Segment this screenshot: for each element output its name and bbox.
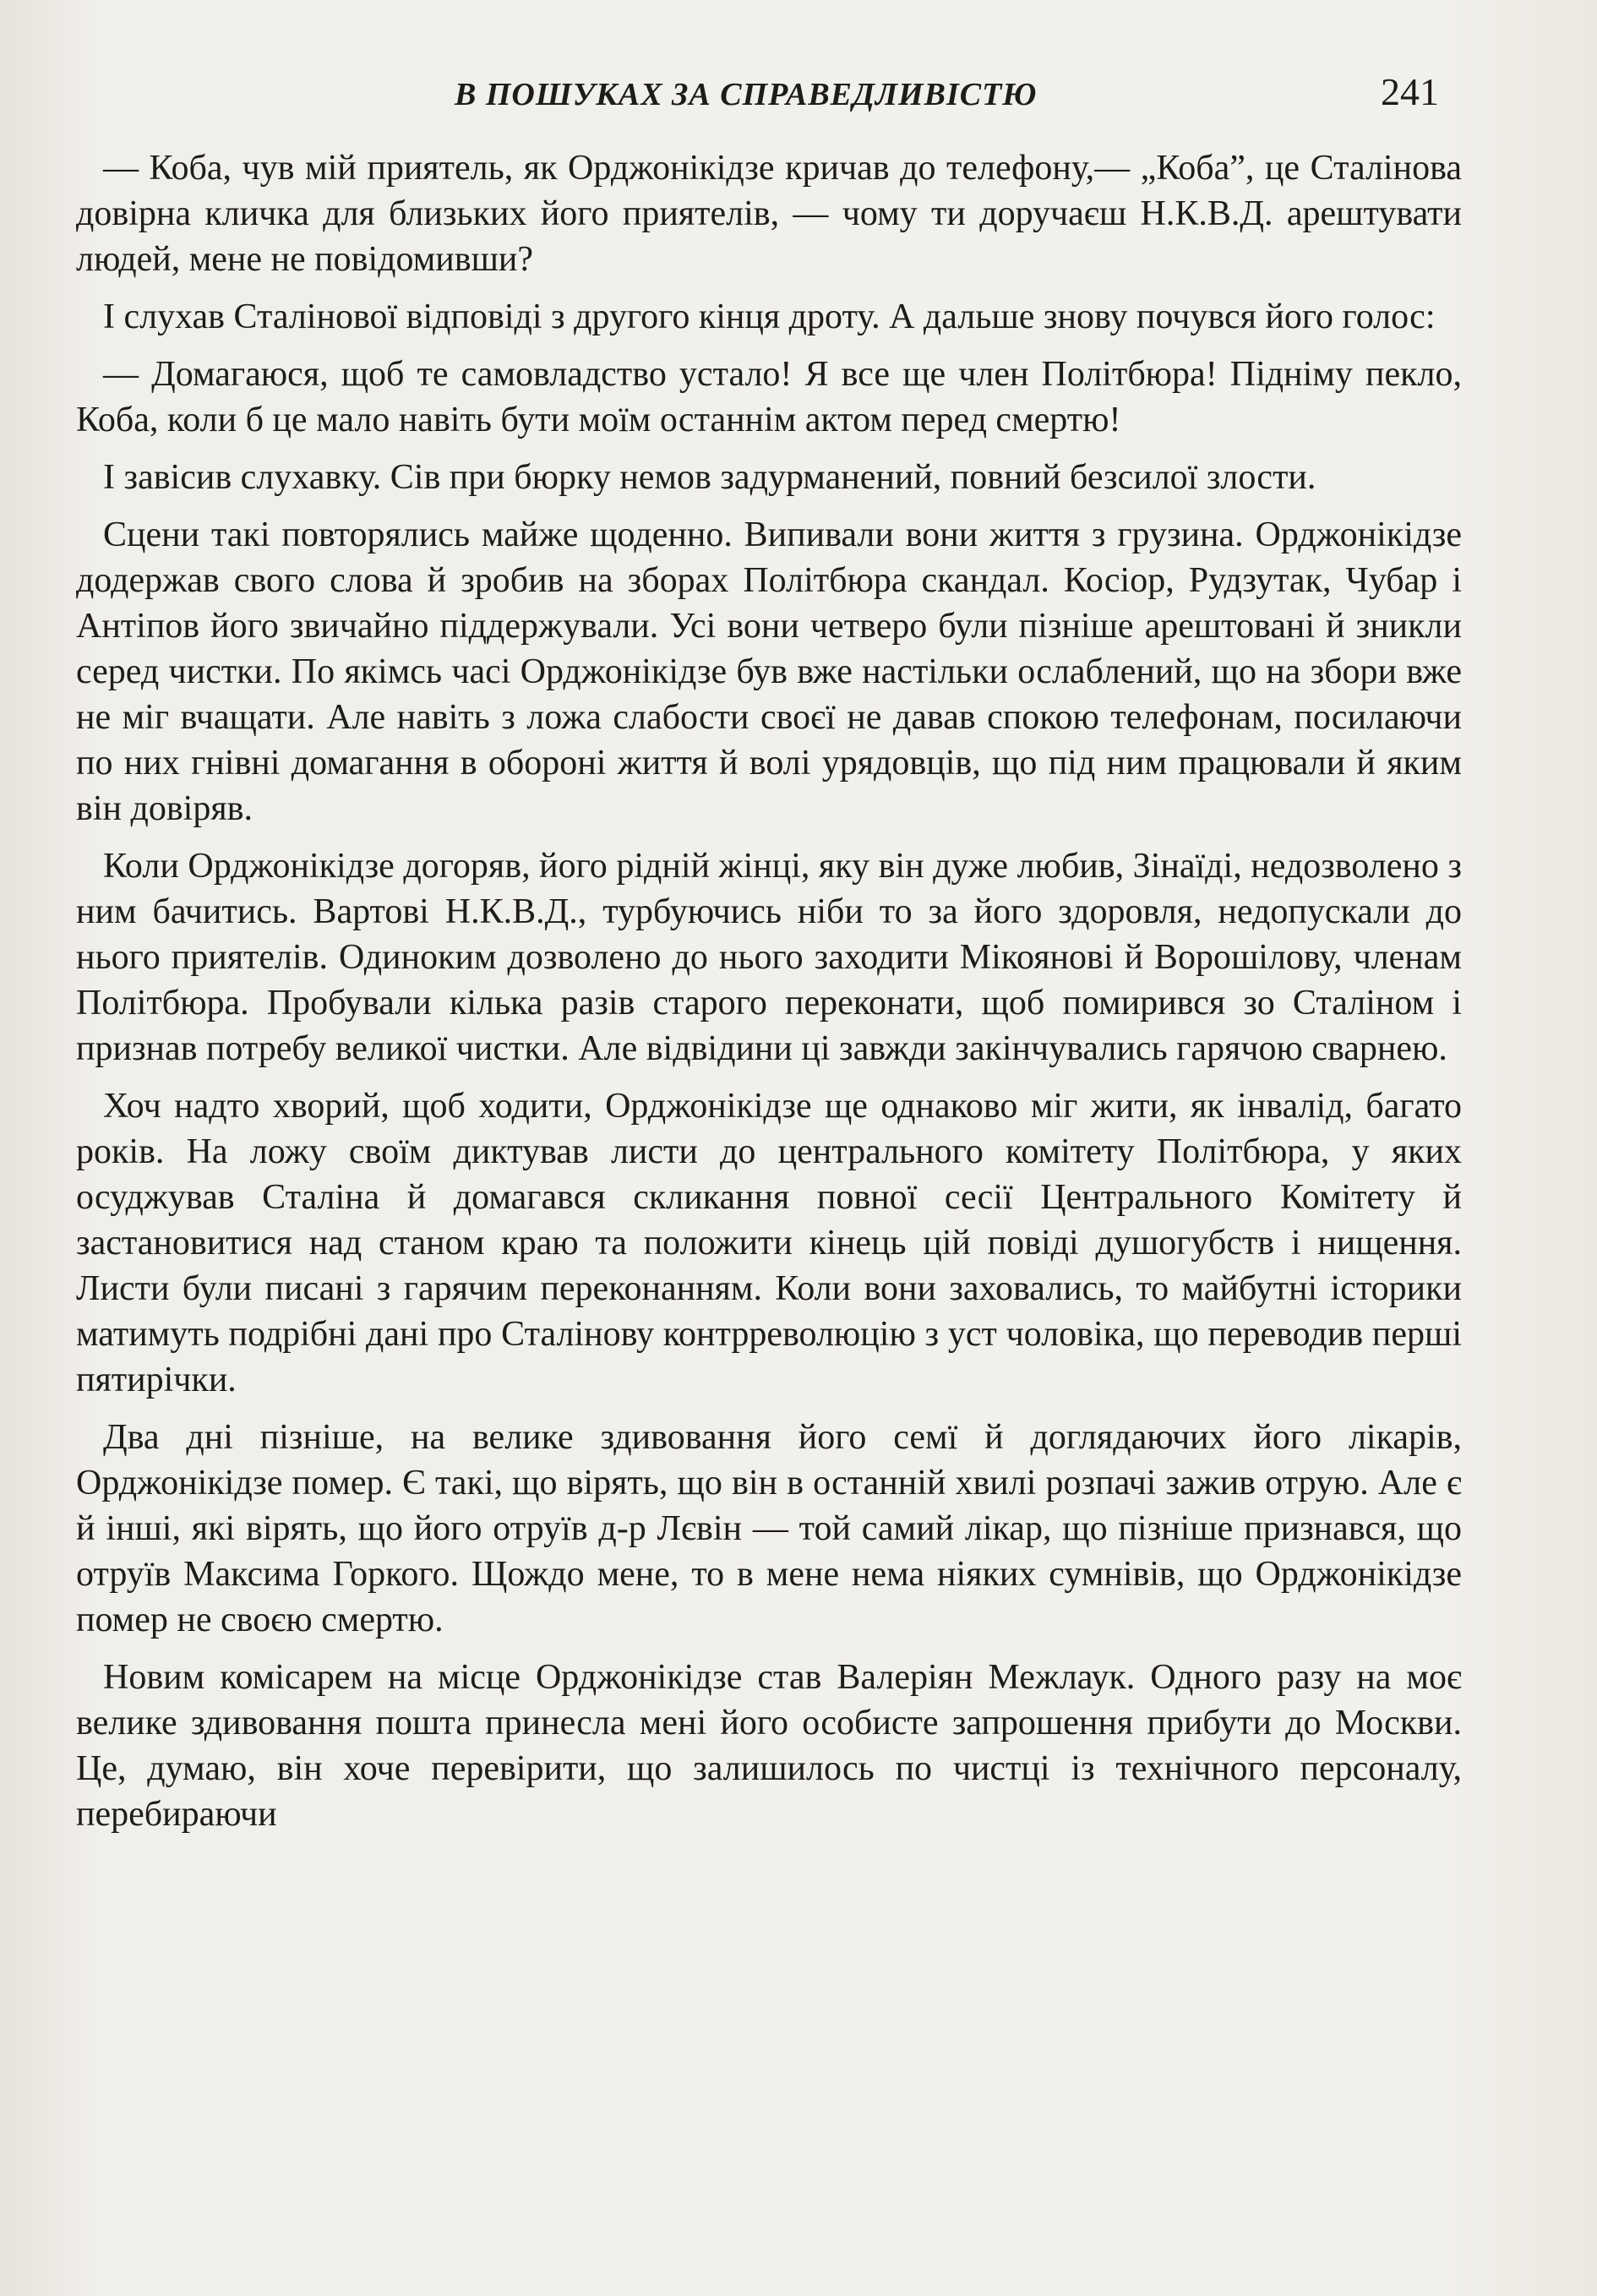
paragraph-6: Коли Орджонікідзе догоряв, його рідній жінці, яку він дуже любив, Зінаїді, недозволено з ним бачитись. Вартові Н.К.В.Д., турбуючись ніби то за його здоровля, недопускали до нього приятелів. Одиноким дозволено до нього заходити Мікоянові й Ворошілову, членам Політбюра. Пробували кілька разів старого переконати, щоб помирився зо Сталіном і признав потребу великої чистки. Але відвідини ці завжди закінчувались гарячою сварнею. — [76, 847, 1462, 1068]
body-text — [76, 145, 1462, 1849]
paragraph-5: Сцени такі повторялись майже щоденно. Випивали вони життя з грузина. Орджонікідзе додержав свого слова й зробив на зборах Політбюра скандал. Косіор, Рудзутак, Чубар і Антіпов його звичайно піддержували. Усі вони четверо були пізніше арештовані й зникли серед чистки. По якімсь часі Орджонікідзе був вже настільки ослаблений, що на збори вже не міг вчащати. Але навіть з ложа слабости своєї не давав спокою телефонам, посилаючи по них гнівні домагання в обороні життя й волі урядовців, що під ним працювали й яким він довіряв. — [76, 515, 1462, 828]
paragraph-3: — Домагаюся, щоб те самовладство устало! Я все ще член Політбюра! Підніму пекло, Коба, коли б це мало навіть бути моїм останнім актом перед смертю! — [76, 355, 1462, 439]
chapter-title: В ПОШУКАХ ЗА СПРАВЕДЛИВІСТЮ — [455, 77, 1038, 112]
paragraph-9: Новим комісарем на місце Орджонікідзе став Валеріян Межлаук. Одного разу на моє велике здивовання пошта принесла мені його особисте запрошення прибути до Москви. Це, думаю, він хоче перевірити, що залишилось по чистці із технічного персоналу, перебираючи — [76, 1658, 1462, 1834]
running-header — [0, 69, 1597, 120]
page-number: 241 — [1381, 70, 1439, 113]
paragraph-8: Два дні пізніше, на велике здивовання його семї й доглядаючих його лікарів, Орджонікідзе помер. Є такі, що вірять, що він в останній хвилі розпачі зажив отрую. Але є й інші, які вірять, що його отруїв д-р Лєвін — той самий лікар, що пізніше признався, що отруїв Максима Горкого. Щождо мене, то в мене нема ніяких сумнівів, що Орджонікідзе помер не своєю смертю. — [76, 1418, 1462, 1639]
paragraph-7: Хоч надто хворий, щоб ходити, Орджонікідзе ще однаково міг жити, як інвалід, багато років. На ложу своїм диктував листи до центрального комітету Політбюра, у яких осуджував Сталіна й домагався скликання повної сесії Центрального Комітету й застановитися над станом краю та положити кінець цій повіді душогубств і нищення. Листи були писані з гарячим переконанням. Коли вони заховались, то майбутні історики матимуть подрібні дані про Сталінову контрреволюцію з уст чоловіка, що переводив перші пятирічки. — [76, 1087, 1462, 1399]
paragraph-1: — Коба, чув мій приятель, як Орджонікідзе кричав до телефону,— „Коба”, це Сталінова довірна кличка для близьких його приятелів, — чому ти доручаєш Н.К.В.Д. арештувати людей, мене не повідомивши? — [76, 149, 1462, 279]
paragraph-2: І слухав Сталінової відповіді з другого кінця дроту. А дальше знову почувся його голос: — [103, 297, 1436, 336]
paragraph-4: І завісив слухавку. Сів при бюрку немов задурманений, повний безсилої злости. — [103, 458, 1316, 497]
